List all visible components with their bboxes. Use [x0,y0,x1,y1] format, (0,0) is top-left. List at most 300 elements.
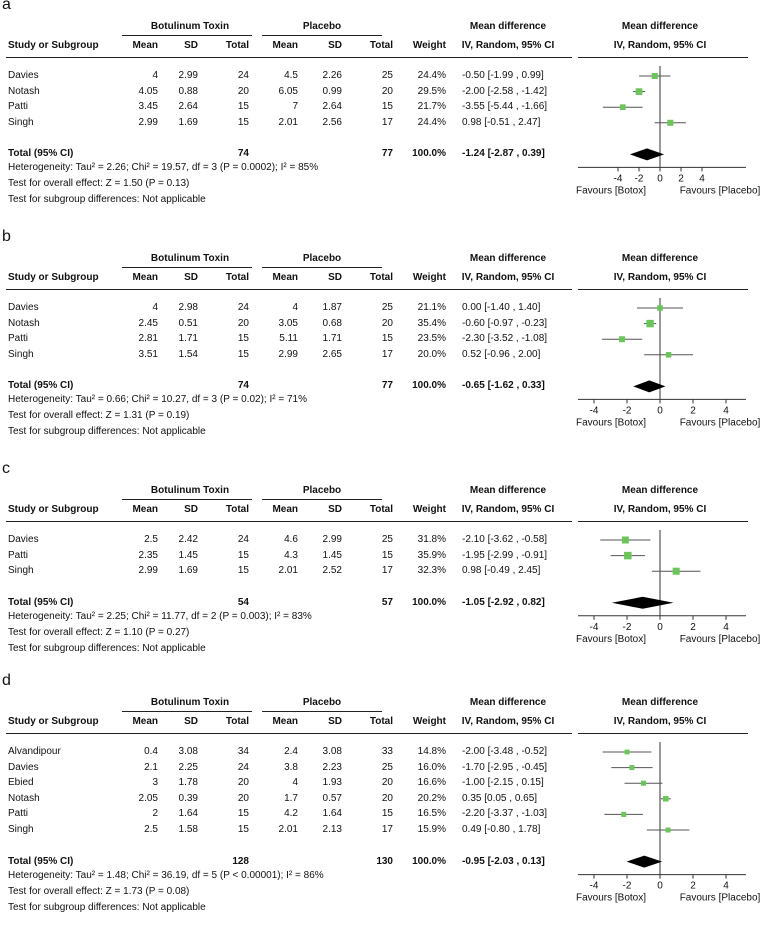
sd1-value: 1.78 [178,777,198,789]
md-ci-value: 0.98 [-0.51 , 2.47] [462,116,541,128]
panel-label: b [2,228,11,245]
mean1-header: Mean [132,272,158,283]
total1-sum: 74 [237,380,249,392]
x-tick-label: 0 [657,621,663,633]
mean2-value: 1.7 [284,792,298,804]
total2-header: Total [369,40,393,51]
x-tick-label: 2 [690,405,696,417]
sd1-value: 2.99 [178,70,198,81]
study-header: Study or Subgroup [8,40,99,51]
study-name: Singh [8,116,34,128]
x-tick-label: -2 [634,173,644,185]
weight-value: 32.3% [417,565,446,577]
study-name: Davies [8,761,39,773]
x-tick-label: 4 [723,621,729,633]
favours-right-label: Favours [Placebo] [679,633,761,645]
forest-plot-area [0,676,768,906]
total1-value: 15 [237,101,249,113]
forest-panel-a [0,0,768,230]
mean2-header: Mean [272,40,298,51]
panel-label: c [2,460,10,477]
md-ci-value: -0.60 [-0.97 , -0.23] [462,317,548,329]
mean1-header: Mean [132,504,158,515]
plot-method-header: IV, Random, 95% CI [613,504,707,515]
total2-value: 15 [381,333,393,345]
sd1-value: 1.69 [178,116,198,128]
favours-right-label: Favours [Placebo] [679,417,761,429]
weight-value: 16.6% [417,777,446,789]
sd1-header: SD [184,716,198,727]
sd1-header: SD [184,272,198,283]
point-estimate-marker [625,750,630,755]
mean2-value: 2.01 [278,116,298,128]
total1-value: 20 [237,792,249,804]
mean2-value: 3.8 [284,761,298,773]
study-name: Alvandipour [8,746,61,757]
total-label: Total (95% CI) [8,855,74,867]
total2-header: Total [369,504,393,515]
total2-value: 15 [381,808,393,820]
point-estimate-marker [624,552,631,559]
total2-value: 25 [381,70,393,81]
total-label: Total (95% CI) [8,148,74,160]
sd1-value: 0.51 [178,317,198,329]
point-estimate-marker [673,568,680,575]
mean2-value: 3.05 [278,317,298,329]
mean1-value: 3.51 [138,348,158,360]
x-tick-label: -4 [589,621,599,633]
heterogeneity-text: Heterogeneity: Tau² = 2.26; Chi² = 19.57, df = 3 (P = 0.0002); I² = 85% [8,162,319,174]
sd1-header: SD [184,40,198,51]
x-tick-label: -2 [622,621,632,633]
md-ci-value: -1.70 [-2.95 , -0.45] [462,761,548,773]
md-ci-value: -0.50 [-1.99 , 0.99] [462,70,544,81]
x-tick-label: -4 [589,405,599,417]
sd2-value: 0.57 [322,792,342,804]
sd1-value: 0.88 [178,85,198,97]
forest-panel-b [0,228,768,462]
total1-value: 24 [237,761,249,773]
total2-sum: 77 [381,380,393,392]
weight-sum: 100.0% [412,380,446,392]
sd1-value: 3.08 [178,746,198,757]
weight-header: Weight [412,272,446,283]
heterogeneity-text: Heterogeneity: Tau² = 2.25; Chi² = 11.77, df = 2 (P = 0.003); I² = 83% [8,610,312,622]
x-tick-label: 0 [657,880,663,892]
total1-value: 15 [237,348,249,360]
weight-value: 21.1% [417,302,446,313]
md-ci-value: 0.52 [-0.96 , 2.00] [462,348,541,360]
subgroup-test-text: Test for subgroup differences: Not applicable [8,194,206,206]
total1-header: Total [225,716,249,727]
overall-effect-text: Test for overall effect: Z = 1.50 (P = 0.13) [8,178,190,190]
study-name: Patti [8,549,29,561]
total2-header: Total [369,272,393,283]
mean1-value: 4.05 [138,85,158,97]
weight-value: 31.8% [417,534,446,545]
total2-value: 20 [381,317,393,329]
study-name: Davies [8,302,39,313]
total1-value: 15 [237,824,249,835]
study-name: Singh [8,348,34,360]
total2-sum: 130 [376,855,393,867]
mean2-value: 4 [292,777,298,789]
weight-sum: 100.0% [412,855,446,867]
sd2-value: 1.87 [322,302,342,313]
total-label: Total (95% CI) [8,596,74,608]
point-estimate-marker [663,796,669,802]
total1-header: Total [225,504,249,515]
md-header: Mean difference [469,253,547,264]
total2-sum: 57 [381,596,393,608]
weight-sum: 100.0% [412,596,446,608]
total1-value: 15 [237,333,249,345]
pooled-diamond [633,380,665,392]
study-name: Davies [8,534,39,545]
sd2-value: 2.65 [322,348,342,360]
sd2-value: 0.99 [322,85,342,97]
point-estimate-marker [641,781,646,786]
mean1-value: 2.5 [144,534,158,545]
total2-value: 25 [381,302,393,313]
sd1-value: 2.64 [178,101,198,113]
overall-effect-text: Test for overall effect: Z = 1.10 (P = 0.27) [8,626,190,638]
mean2-value: 4.2 [284,808,298,820]
total2-value: 15 [381,101,393,113]
md-ci-value: 0.49 [-0.80 , 1.78] [462,824,541,835]
total2-value: 15 [381,549,393,561]
mean2-value: 6.05 [278,85,298,97]
total-ci-value: -0.65 [-1.62 , 0.33] [462,380,545,392]
point-estimate-marker [622,537,629,544]
sd2-value: 2.26 [322,70,342,81]
sd1-value: 1.71 [178,333,198,345]
total2-value: 17 [381,565,393,577]
plot-md-header: Mean difference [621,21,699,32]
total-label: Total (95% CI) [8,380,74,392]
mean2-value: 5.11 [279,333,298,345]
point-estimate-marker [636,88,643,95]
mean1-value: 2.1 [144,761,158,773]
sd2-header: SD [328,272,342,283]
md-ci-value: -2.00 [-2.58 , -1.42] [462,85,548,97]
sd2-value: 2.13 [322,824,342,835]
weight-value: 21.7% [417,101,446,113]
sd1-value: 1.58 [178,824,198,835]
mean1-value: 3.45 [138,101,158,113]
point-estimate-marker [666,828,671,833]
point-estimate-marker [621,812,626,817]
x-tick-label: -4 [589,880,599,892]
pooled-diamond [627,856,663,868]
weight-value: 24.4% [417,116,446,128]
total2-value: 17 [381,116,393,128]
total2-header: Total [369,716,393,727]
total2-value: 20 [381,777,393,789]
mean1-value: 2.81 [138,333,158,345]
x-tick-label: 4 [723,405,729,417]
mean2-value: 2.4 [284,746,298,757]
overall-effect-text: Test for overall effect: Z = 1.73 (P = 0.08) [8,885,190,897]
sd2-value: 2.56 [322,116,342,128]
md-method-header: IV, Random, 95% CI [461,504,555,515]
study-name: Patti [8,101,29,113]
point-estimate-marker [620,104,626,110]
group1-header: Botulinum Toxin [150,21,230,32]
total2-value: 20 [381,85,393,97]
plot-md-header: Mean difference [621,485,699,496]
study-name: Notash [8,792,40,804]
overall-effect-text: Test for overall effect: Z = 1.31 (P = 0.19) [8,410,190,422]
forest-plot-area [0,232,768,462]
sd2-value: 2.99 [322,534,342,545]
x-tick-label: 4 [723,880,729,892]
favours-right-label: Favours [Placebo] [679,185,761,197]
mean2-value: 7 [292,101,298,113]
plot-method-header: IV, Random, 95% CI [613,272,707,283]
sd2-value: 1.71 [322,333,342,345]
md-ci-value: 0.00 [-1.40 , 1.40] [462,302,541,313]
plot-md-header: Mean difference [621,697,699,708]
study-name: Patti [8,808,29,820]
total-ci-value: -1.05 [-2.92 , 0.82] [462,596,545,608]
mean1-value: 4 [152,302,158,313]
total2-sum: 77 [381,148,393,160]
sd1-value: 2.98 [178,302,198,313]
weight-value: 35.9% [417,549,446,561]
forest-plot-area [0,0,768,230]
mean2-value: 4.3 [284,549,298,561]
panel-label: d [2,672,11,689]
total-ci-value: -1.24 [-2.87 , 0.39] [462,148,545,160]
group1-header: Botulinum Toxin [150,253,230,264]
x-tick-label: 2 [690,621,696,633]
weight-header: Weight [412,40,446,51]
mean1-header: Mean [132,716,158,727]
point-estimate-marker [666,352,672,358]
mean1-value: 0.4 [144,746,158,757]
md-ci-value: -2.00 [-3.48 , -0.52] [462,746,548,757]
panel-label: a [2,0,11,13]
mean1-value: 2.5 [144,824,158,835]
total1-value: 20 [237,777,249,789]
subgroup-test-text: Test for subgroup differences: Not applicable [8,901,206,913]
point-estimate-marker [619,336,625,342]
md-ci-value: -2.30 [-3.52 , -1.08] [462,333,548,345]
x-tick-label: 2 [690,880,696,892]
x-tick-label: -2 [622,405,632,417]
mean2-value: 2.01 [278,565,298,577]
total2-value: 25 [381,534,393,545]
total1-value: 15 [237,565,249,577]
md-ci-value: 0.35 [0.05 , 0.65] [462,792,538,804]
md-method-header: IV, Random, 95% CI [461,40,555,51]
sd1-value: 1.54 [178,348,198,360]
weight-header: Weight [412,716,446,727]
weight-value: 29.5% [417,85,446,97]
forest-panel-c [0,460,768,694]
favours-left-label: Favours [Botox] [575,185,647,197]
weight-value: 35.4% [417,317,446,329]
total1-value: 34 [237,746,249,757]
total2-value: 25 [381,761,393,773]
sd2-value: 1.45 [322,549,342,561]
sd2-header: SD [328,40,342,51]
md-method-header: IV, Random, 95% CI [461,272,555,283]
sd2-value: 2.23 [322,761,342,773]
x-tick-label: 4 [699,173,705,185]
study-name: Singh [8,824,34,835]
total1-value: 15 [237,549,249,561]
point-estimate-marker [629,765,634,770]
md-ci-value: 0.98 [-0.49 , 2.45] [462,565,541,577]
md-header: Mean difference [469,485,547,496]
study-name: Notash [8,317,40,329]
favours-left-label: Favours [Botox] [575,633,647,645]
subgroup-test-text: Test for subgroup differences: Not applicable [8,642,206,654]
plot-method-header: IV, Random, 95% CI [613,716,707,727]
point-estimate-marker [652,73,658,79]
mean1-header: Mean [132,40,158,51]
x-tick-label: 0 [657,405,663,417]
favours-left-label: Favours [Botox] [575,892,647,904]
md-ci-value: -1.00 [-2.15 , 0.15] [462,777,544,789]
md-header: Mean difference [469,21,547,32]
study-header: Study or Subgroup [8,272,99,283]
group1-header: Botulinum Toxin [150,485,230,496]
pooled-diamond [612,597,674,609]
mean2-value: 4.5 [284,70,298,81]
forest-panel-d [0,672,768,913]
point-estimate-marker [646,320,653,327]
mean2-header: Mean [272,716,298,727]
study-name: Ebied [8,777,34,789]
study-name: Singh [8,565,34,577]
mean1-value: 2.99 [138,116,158,128]
weight-value: 20.2% [417,792,446,804]
mean1-value: 2.45 [138,317,158,329]
point-estimate-marker [667,120,673,126]
group2-header: Placebo [302,485,342,496]
plot-method-header: IV, Random, 95% CI [613,40,707,51]
total1-value: 24 [237,302,249,313]
md-ci-value: -3.55 [-5.44 , -1.66] [462,101,548,113]
mean1-value: 2.05 [138,792,158,804]
total1-value: 24 [237,534,249,545]
study-name: Davies [8,70,39,81]
favours-left-label: Favours [Botox] [575,417,647,429]
group1-header: Botulinum Toxin [150,697,230,708]
x-tick-label: 2 [678,173,684,185]
point-estimate-marker [657,305,663,311]
mean1-value: 4 [152,70,158,81]
group2-header: Placebo [302,21,342,32]
md-header: Mean difference [469,697,547,708]
weight-sum: 100.0% [412,148,446,160]
weight-header: Weight [412,504,446,515]
sd2-header: SD [328,716,342,727]
total1-sum: 128 [232,855,249,867]
study-name: Patti [8,333,29,345]
sd1-value: 1.69 [178,565,198,577]
mean1-value: 2 [152,808,158,820]
total-ci-value: -0.95 [-2.03 , 0.13] [462,855,545,867]
total1-value: 20 [237,317,249,329]
md-ci-value: -2.10 [-3.62 , -0.58] [462,534,548,545]
x-tick-label: -2 [622,880,632,892]
sd1-value: 2.42 [178,534,198,545]
sd1-value: 1.45 [178,549,198,561]
sd2-value: 1.93 [322,777,342,789]
x-tick-label: 0 [657,173,663,185]
total1-value: 15 [237,808,249,820]
group2-header: Placebo [302,253,342,264]
sd2-value: 2.52 [322,565,342,577]
md-ci-value: -1.95 [-2.99 , -0.91] [462,549,548,561]
total1-value: 20 [237,85,249,97]
sd1-value: 0.39 [178,792,198,804]
favours-right-label: Favours [Placebo] [679,892,761,904]
sd2-value: 0.68 [322,317,342,329]
plot-md-header: Mean difference [621,253,699,264]
total1-sum: 74 [237,148,249,160]
total1-value: 24 [237,70,249,81]
sd2-value: 1.64 [322,808,342,820]
weight-value: 16.5% [417,808,446,820]
mean1-value: 2.99 [138,565,158,577]
total2-value: 20 [381,792,393,804]
total1-header: Total [225,40,249,51]
mean2-value: 2.99 [278,348,298,360]
weight-value: 23.5% [417,333,446,345]
total1-header: Total [225,272,249,283]
study-name: Notash [8,85,40,97]
study-header: Study or Subgroup [8,504,99,515]
study-header: Study or Subgroup [8,716,99,727]
mean2-value: 4.6 [284,534,298,545]
total1-sum: 54 [237,596,249,608]
sd2-value: 3.08 [322,746,342,757]
mean1-value: 2.35 [138,549,158,561]
weight-value: 20.0% [417,348,446,360]
weight-value: 16.0% [417,761,446,773]
md-ci-value: -2.20 [-3.37 , -1.03] [462,808,548,820]
total1-value: 15 [237,116,249,128]
md-method-header: IV, Random, 95% CI [461,716,555,727]
total2-value: 17 [381,348,393,360]
total2-value: 17 [381,824,393,835]
heterogeneity-text: Heterogeneity: Tau² = 1.48; Chi² = 36.19, df = 5 (P < 0.00001); I² = 86% [8,869,324,881]
sd2-header: SD [328,504,342,515]
mean2-value: 2.01 [278,824,298,835]
subgroup-test-text: Test for subgroup differences: Not applicable [8,426,206,438]
sd1-value: 2.25 [178,761,198,773]
mean2-header: Mean [272,272,298,283]
mean2-value: 4 [292,302,298,313]
sd2-value: 2.64 [322,101,342,113]
sd1-value: 1.64 [178,808,198,820]
mean1-value: 3 [152,777,158,789]
x-tick-label: -4 [613,173,623,185]
heterogeneity-text: Heterogeneity: Tau² = 0.66; Chi² = 10.27, df = 3 (P = 0.02); I² = 71% [8,394,307,406]
weight-value: 24.4% [417,70,446,81]
weight-value: 14.8% [417,746,446,757]
pooled-diamond [630,148,664,160]
mean2-header: Mean [272,504,298,515]
forest-plot-area [0,464,768,694]
weight-value: 15.9% [417,824,446,835]
group2-header: Placebo [302,697,342,708]
